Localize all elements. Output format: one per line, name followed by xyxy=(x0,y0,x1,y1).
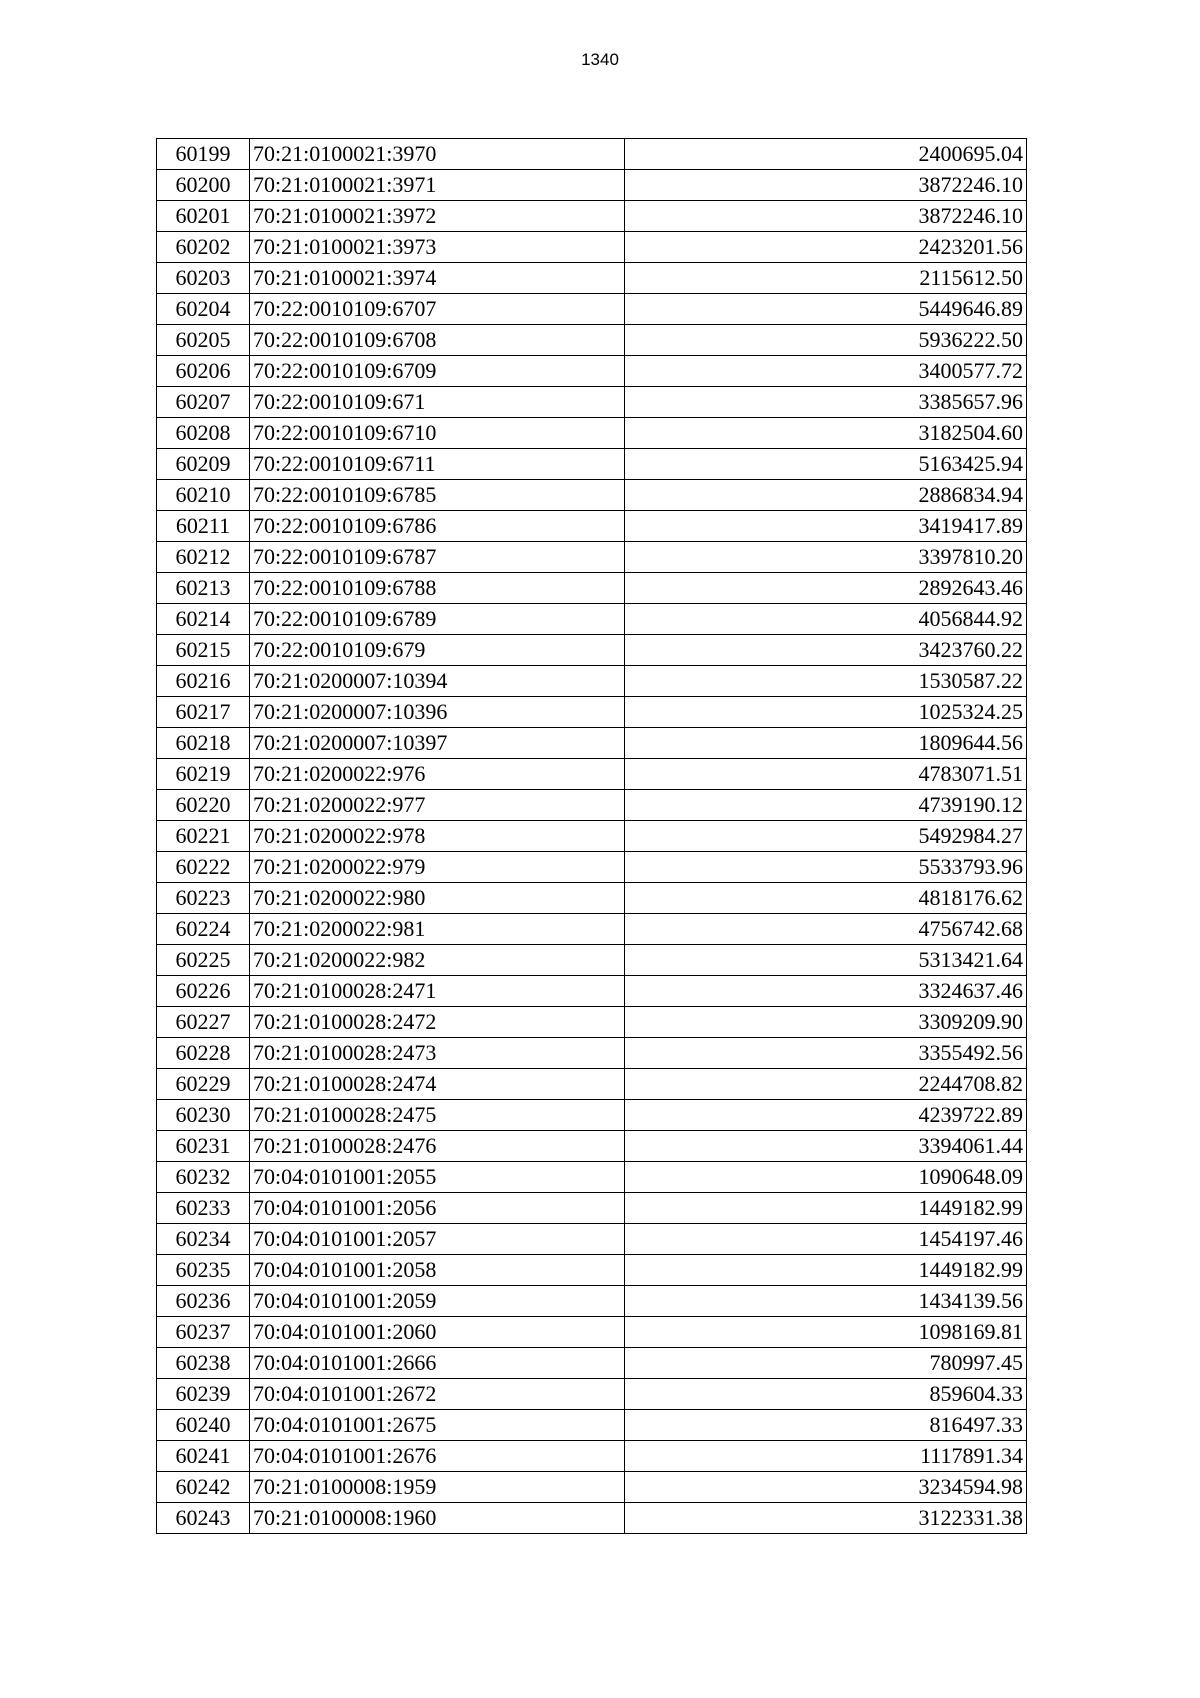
row-number-cell: 60239 xyxy=(157,1379,250,1410)
cadastral-value-cell: 4739190.12 xyxy=(625,790,1027,821)
row-number-cell: 60206 xyxy=(157,356,250,387)
cadastral-number-cell: 70:04:0101001:2058 xyxy=(250,1255,625,1286)
cadastral-value-cell: 3122331.38 xyxy=(625,1503,1027,1534)
cadastral-number-cell: 70:22:0010109:6708 xyxy=(250,325,625,356)
cadastral-value-cell: 3182504.60 xyxy=(625,418,1027,449)
cadastral-value-cell: 1025324.25 xyxy=(625,697,1027,728)
table-body xyxy=(157,139,1027,1534)
table-row xyxy=(157,1441,1027,1472)
cadastral-number-cell: 70:22:0010109:6787 xyxy=(250,542,625,573)
cadastral-value-cell: 2423201.56 xyxy=(625,232,1027,263)
table-row xyxy=(157,1038,1027,1069)
cadastral-number-cell: 70:21:0100028:2474 xyxy=(250,1069,625,1100)
row-number-cell: 60217 xyxy=(157,697,250,728)
cadastral-number-cell: 70:21:0200022:978 xyxy=(250,821,625,852)
row-number-cell: 60221 xyxy=(157,821,250,852)
cadastral-number-cell: 70:21:0200022:977 xyxy=(250,790,625,821)
row-number-cell: 60214 xyxy=(157,604,250,635)
cadastral-value-cell: 1098169.81 xyxy=(625,1317,1027,1348)
table-row xyxy=(157,170,1027,201)
row-number-cell: 60210 xyxy=(157,480,250,511)
cadastral-number-cell: 70:04:0101001:2059 xyxy=(250,1286,625,1317)
cadastral-number-cell: 70:22:0010109:6710 xyxy=(250,418,625,449)
table-row xyxy=(157,728,1027,759)
cadastral-value-cell: 4056844.92 xyxy=(625,604,1027,635)
cadastral-value-cell: 1090648.09 xyxy=(625,1162,1027,1193)
cadastral-number-cell: 70:22:0010109:6789 xyxy=(250,604,625,635)
row-number-cell: 60203 xyxy=(157,263,250,294)
row-number-cell: 60233 xyxy=(157,1193,250,1224)
table-row xyxy=(157,294,1027,325)
row-number-cell: 60225 xyxy=(157,945,250,976)
row-number-cell: 60204 xyxy=(157,294,250,325)
cadastral-number-cell: 70:21:0100028:2475 xyxy=(250,1100,625,1131)
cadastral-number-cell: 70:21:0100008:1959 xyxy=(250,1472,625,1503)
cadastral-number-cell: 70:21:0200022:980 xyxy=(250,883,625,914)
row-number-cell: 60226 xyxy=(157,976,250,1007)
row-number-cell: 60242 xyxy=(157,1472,250,1503)
table-row xyxy=(157,1131,1027,1162)
table-row xyxy=(157,883,1027,914)
row-number-cell: 60232 xyxy=(157,1162,250,1193)
table-row xyxy=(157,232,1027,263)
row-number-cell: 60238 xyxy=(157,1348,250,1379)
cadastral-value-cell: 3385657.96 xyxy=(625,387,1027,418)
row-number-cell: 60201 xyxy=(157,201,250,232)
row-number-cell: 60216 xyxy=(157,666,250,697)
cadastral-number-cell: 70:21:0200007:10394 xyxy=(250,666,625,697)
row-number-cell: 60200 xyxy=(157,170,250,201)
row-number-cell: 60215 xyxy=(157,635,250,666)
row-number-cell: 60212 xyxy=(157,542,250,573)
table-row xyxy=(157,1162,1027,1193)
cadastral-value-cell: 3234594.98 xyxy=(625,1472,1027,1503)
page-number: 1340 xyxy=(581,50,619,69)
cadastral-number-cell: 70:21:0100021:3972 xyxy=(250,201,625,232)
cadastral-value-cell: 5163425.94 xyxy=(625,449,1027,480)
cadastral-number-cell: 70:22:0010109:6786 xyxy=(250,511,625,542)
cadastral-number-cell: 70:22:0010109:679 xyxy=(250,635,625,666)
cadastral-value-cell: 3355492.56 xyxy=(625,1038,1027,1069)
table-row xyxy=(157,790,1027,821)
table-row xyxy=(157,604,1027,635)
cadastral-number-cell: 70:04:0101001:2675 xyxy=(250,1410,625,1441)
cadastral-number-cell: 70:22:0010109:6711 xyxy=(250,449,625,480)
cadastral-value-cell: 1454197.46 xyxy=(625,1224,1027,1255)
cadastral-number-cell: 70:22:0010109:6785 xyxy=(250,480,625,511)
cadastral-number-cell: 70:21:0200022:982 xyxy=(250,945,625,976)
cadastral-value-table xyxy=(156,138,1027,1534)
table-row xyxy=(157,759,1027,790)
cadastral-value-cell: 2892643.46 xyxy=(625,573,1027,604)
cadastral-value-cell: 1449182.99 xyxy=(625,1193,1027,1224)
table-row xyxy=(157,1503,1027,1534)
table-row xyxy=(157,480,1027,511)
cadastral-value-cell: 3324637.46 xyxy=(625,976,1027,1007)
table-row xyxy=(157,1472,1027,1503)
table-row xyxy=(157,325,1027,356)
cadastral-value-cell: 5313421.64 xyxy=(625,945,1027,976)
table-row xyxy=(157,356,1027,387)
table-row xyxy=(157,1193,1027,1224)
cadastral-number-cell: 70:21:0200022:976 xyxy=(250,759,625,790)
cadastral-number-cell: 70:21:0100021:3971 xyxy=(250,170,625,201)
cadastral-number-cell: 70:04:0101001:2666 xyxy=(250,1348,625,1379)
cadastral-number-cell: 70:22:0010109:6709 xyxy=(250,356,625,387)
cadastral-value-cell: 1449182.99 xyxy=(625,1255,1027,1286)
cadastral-number-cell: 70:04:0101001:2060 xyxy=(250,1317,625,1348)
cadastral-number-cell: 70:21:0200022:981 xyxy=(250,914,625,945)
cadastral-value-cell: 3397810.20 xyxy=(625,542,1027,573)
row-number-cell: 60241 xyxy=(157,1441,250,1472)
cadastral-value-cell: 5449646.89 xyxy=(625,294,1027,325)
row-number-cell: 60219 xyxy=(157,759,250,790)
table-row xyxy=(157,1007,1027,1038)
cadastral-value-cell: 1434139.56 xyxy=(625,1286,1027,1317)
table-row xyxy=(157,387,1027,418)
table-row xyxy=(157,852,1027,883)
cadastral-number-cell: 70:21:0200007:10397 xyxy=(250,728,625,759)
table-row xyxy=(157,1224,1027,1255)
cadastral-value-cell: 1530587.22 xyxy=(625,666,1027,697)
cadastral-number-cell: 70:21:0200007:10396 xyxy=(250,697,625,728)
cadastral-value-cell: 859604.33 xyxy=(625,1379,1027,1410)
row-number-cell: 60235 xyxy=(157,1255,250,1286)
cadastral-number-cell: 70:22:0010109:671 xyxy=(250,387,625,418)
row-number-cell: 60224 xyxy=(157,914,250,945)
table-row xyxy=(157,945,1027,976)
table-row xyxy=(157,1348,1027,1379)
row-number-cell: 60209 xyxy=(157,449,250,480)
table-row xyxy=(157,976,1027,1007)
table-row xyxy=(157,418,1027,449)
row-number-cell: 60213 xyxy=(157,573,250,604)
cadastral-number-cell: 70:04:0101001:2056 xyxy=(250,1193,625,1224)
cadastral-number-cell: 70:04:0101001:2055 xyxy=(250,1162,625,1193)
cadastral-value-cell: 3309209.90 xyxy=(625,1007,1027,1038)
cadastral-value-cell: 3400577.72 xyxy=(625,356,1027,387)
row-number-cell: 60199 xyxy=(157,139,250,170)
row-number-cell: 60223 xyxy=(157,883,250,914)
table-row xyxy=(157,1069,1027,1100)
cadastral-value-cell: 4756742.68 xyxy=(625,914,1027,945)
cadastral-number-cell: 70:04:0101001:2676 xyxy=(250,1441,625,1472)
cadastral-number-cell: 70:21:0100021:3973 xyxy=(250,232,625,263)
row-number-cell: 60202 xyxy=(157,232,250,263)
cadastral-number-cell: 70:04:0101001:2672 xyxy=(250,1379,625,1410)
cadastral-number-cell: 70:21:0100008:1960 xyxy=(250,1503,625,1534)
cadastral-value-cell: 4783071.51 xyxy=(625,759,1027,790)
row-number-cell: 60211 xyxy=(157,511,250,542)
table-row xyxy=(157,139,1027,170)
table-row xyxy=(157,697,1027,728)
cadastral-value-cell: 2244708.82 xyxy=(625,1069,1027,1100)
table-row xyxy=(157,449,1027,480)
row-number-cell: 60222 xyxy=(157,852,250,883)
row-number-cell: 60220 xyxy=(157,790,250,821)
table-row xyxy=(157,666,1027,697)
cadastral-value-cell: 2115612.50 xyxy=(625,263,1027,294)
row-number-cell: 60228 xyxy=(157,1038,250,1069)
cadastral-value-cell: 3872246.10 xyxy=(625,170,1027,201)
cadastral-value-cell: 2886834.94 xyxy=(625,480,1027,511)
cadastral-value-cell: 3394061.44 xyxy=(625,1131,1027,1162)
table-row xyxy=(157,1410,1027,1441)
table-row xyxy=(157,263,1027,294)
cadastral-value-cell: 2400695.04 xyxy=(625,139,1027,170)
row-number-cell: 60227 xyxy=(157,1007,250,1038)
row-number-cell: 60230 xyxy=(157,1100,250,1131)
cadastral-number-cell: 70:21:0100028:2472 xyxy=(250,1007,625,1038)
cadastral-number-cell: 70:21:0100028:2473 xyxy=(250,1038,625,1069)
row-number-cell: 60207 xyxy=(157,387,250,418)
row-number-cell: 60243 xyxy=(157,1503,250,1534)
row-number-cell: 60237 xyxy=(157,1317,250,1348)
cadastral-number-cell: 70:21:0100028:2471 xyxy=(250,976,625,1007)
cadastral-number-cell: 70:21:0100021:3970 xyxy=(250,139,625,170)
row-number-cell: 60234 xyxy=(157,1224,250,1255)
table-row xyxy=(157,201,1027,232)
row-number-cell: 60205 xyxy=(157,325,250,356)
cadastral-number-cell: 70:21:0200022:979 xyxy=(250,852,625,883)
cadastral-value-cell: 816497.33 xyxy=(625,1410,1027,1441)
table-row xyxy=(157,573,1027,604)
cadastral-value-cell: 5533793.96 xyxy=(625,852,1027,883)
row-number-cell: 60231 xyxy=(157,1131,250,1162)
table-row xyxy=(157,1100,1027,1131)
cadastral-value-cell: 780997.45 xyxy=(625,1348,1027,1379)
cadastral-number-cell: 70:22:0010109:6788 xyxy=(250,573,625,604)
table-row xyxy=(157,511,1027,542)
row-number-cell: 60208 xyxy=(157,418,250,449)
cadastral-value-cell: 1809644.56 xyxy=(625,728,1027,759)
row-number-cell: 60240 xyxy=(157,1410,250,1441)
row-number-cell: 60218 xyxy=(157,728,250,759)
cadastral-value-cell: 4818176.62 xyxy=(625,883,1027,914)
table-row xyxy=(157,542,1027,573)
cadastral-value-cell: 3419417.89 xyxy=(625,511,1027,542)
cadastral-value-cell: 5936222.50 xyxy=(625,325,1027,356)
table-row xyxy=(157,821,1027,852)
row-number-cell: 60236 xyxy=(157,1286,250,1317)
row-number-cell: 60229 xyxy=(157,1069,250,1100)
table-row xyxy=(157,635,1027,666)
table-row xyxy=(157,914,1027,945)
cadastral-number-cell: 70:21:0100021:3974 xyxy=(250,263,625,294)
cadastral-number-cell: 70:04:0101001:2057 xyxy=(250,1224,625,1255)
cadastral-number-cell: 70:21:0100028:2476 xyxy=(250,1131,625,1162)
table-row xyxy=(157,1286,1027,1317)
cadastral-value-cell: 5492984.27 xyxy=(625,821,1027,852)
cadastral-number-cell: 70:22:0010109:6707 xyxy=(250,294,625,325)
table-row xyxy=(157,1317,1027,1348)
table-row xyxy=(157,1379,1027,1410)
cadastral-value-cell: 3872246.10 xyxy=(625,201,1027,232)
cadastral-value-cell: 3423760.22 xyxy=(625,635,1027,666)
table-row xyxy=(157,1255,1027,1286)
cadastral-value-cell: 1117891.34 xyxy=(625,1441,1027,1472)
cadastral-value-cell: 4239722.89 xyxy=(625,1100,1027,1131)
